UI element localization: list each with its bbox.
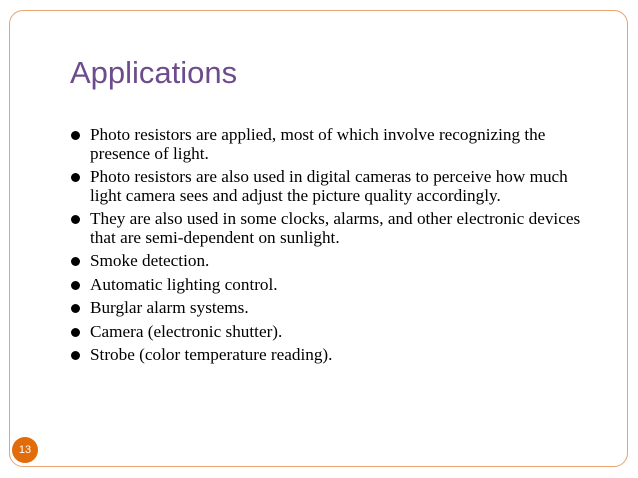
bullet-icon: [71, 173, 80, 182]
bullet-text: Camera (electronic shutter).: [90, 321, 283, 341]
bullet-text: Strobe (color temperature reading).: [90, 345, 333, 364]
bullet-icon: [71, 281, 80, 290]
bullet-icon: [71, 257, 80, 266]
bullet-item: [70, 299, 590, 318]
bullet-text: Burglar alarm systems.: [90, 298, 249, 317]
bullet-text: Photo resistors are applied, most of which involve recognizing the presence of light.: [90, 125, 546, 163]
bullet-item: [70, 210, 590, 247]
bullet-item: [70, 276, 590, 295]
bullet-icon: [71, 215, 80, 224]
bullet-item: [70, 323, 590, 342]
bullet-text: They are also used in some clocks, alarms, and other electronic devices that are semi-dependent on sunlight.: [90, 209, 581, 247]
bullet-text: Photo resistors are also used in digital cameras to perceive how much light camera sees and adjust the picture quality accordingly.: [90, 167, 568, 205]
bullet-item: [70, 252, 590, 271]
bullet-item: [70, 126, 590, 163]
bullet-icon: [71, 131, 80, 140]
bullet-icon: [71, 304, 80, 313]
bullet-text: Automatic lighting control.: [90, 274, 278, 294]
page-number-badge: 13: [12, 437, 38, 463]
bullet-item: [70, 346, 590, 365]
bullet-list: [70, 126, 590, 370]
bullet-icon: [71, 328, 80, 337]
bullet-item: [70, 168, 590, 205]
bullet-icon: [71, 351, 80, 360]
slide-title: Applications: [70, 55, 238, 90]
bullet-text: Smoke detection.: [90, 251, 210, 270]
